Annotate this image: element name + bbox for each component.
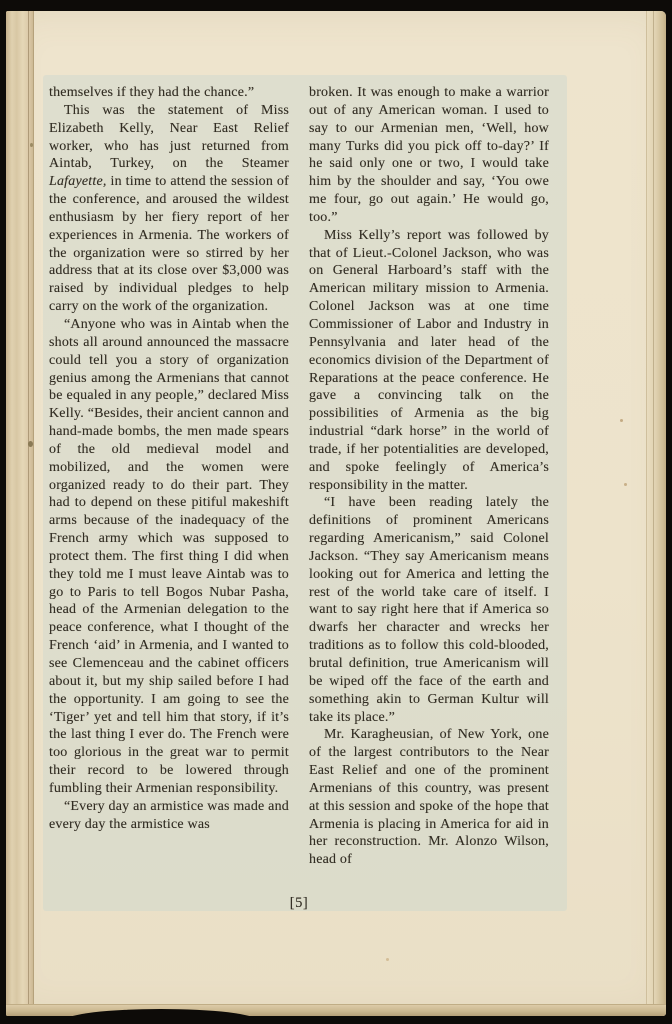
paper-speck — [28, 441, 33, 447]
text-run: in time to attend the session of the conference, and aroused the wildest enthusiasm by her fiery report of her experiences in Armenia. The workers of the organization were so stirred by her address that at its close over $3,000 was raised by individual pledges to help carry on the work of the organization. — [49, 174, 289, 315]
paragraph — [49, 102, 289, 316]
book-fore-edge — [646, 11, 666, 1016]
paper-speck — [386, 958, 389, 961]
paper-speck — [620, 419, 623, 422]
text-run: “I have been reading lately the definitions of prominent Americans regarding Americanism,” said Colonel Jackson. “They say Americanism means looking out for America and letting the rest of the world take care of itself. I want to say right here that if America so dwarfs her character and wrecks her traditions as to follow this cold-blooded, brutal definition, true Americanism will be wiped off the face of the earth and something akin to German Kultur will take its place.” — [309, 495, 549, 725]
italic-text-run: Lafayette, — [49, 174, 107, 190]
paragraph — [49, 316, 289, 798]
paragraph — [49, 84, 289, 102]
paper-speck — [624, 483, 627, 486]
text-run: Mr. Karagheusian, of New York, one of the largest contributors to the Near East Relief and one of the prominent Armenians of this country, was present at this session and spoke of the hope that Armenia is placing in America for aid in her reconstruction. Mr. Alonzo Wilson, head of — [309, 727, 549, 868]
text-run: “Anyone who was in Aintab when the shots all around announced the massacre could tell you a story of organization genius among the Armenians that cannot be equaled in any people,” declared Miss Kelly. “Besides, their ancient cannon and hand-made bombs, the men made spears of the old medieval model and mobilized, and the women were organized ready to do their part. They had to depend on these pitiful makeshift arms because of the inadequacy of the French army which was supposed to protect them. The first thing I did when they told me I must leave Aintab was to go to Paris to tell Bogos Nubar Pasha, head of the Armenian delegation to the peace conference, what I thought of the French ‘aid’ in Armenia, and I wanted to see Clemenceau and the cabinet officers about it, but my ship sailed before I had the opportunity. I am going to see the ‘Tiger’ yet and tell him that story, if it’s the last thing I ever do. The French were too glorious in the great war to permit their record to be lowered through fumbling their Armenian responsibility. — [49, 316, 289, 796]
paper-speck — [30, 143, 33, 147]
paragraph — [309, 227, 549, 495]
column-right — [309, 84, 549, 869]
paragraph — [49, 798, 289, 834]
book-page — [6, 11, 666, 1016]
text-run: “Every day an armistice was made and every day the armistice was — [49, 798, 289, 832]
book-gutter-page-edges — [6, 11, 34, 1016]
text-run: Miss Kelly’s report was followed by that of Lieut.-Colonel Jackson, who was on General Harboard’s staff with the American military mission to Armenia. Colonel Jackson was at one time Commissioner of Labor and Industry in Pennsylvania and later head of the economics division of the Department of Reparations at the peace conference. He gave a convincing talk on the possibilities of Armenia as the big industrial “dark horse” in the world of trade, if her potentialities are developed, and spoke feelingly of America’s responsibility in the matter. — [309, 227, 549, 493]
column-left — [49, 84, 289, 869]
paragraph — [309, 494, 549, 726]
text-columns — [49, 84, 549, 869]
paragraph — [309, 726, 549, 869]
text-run: This was the statement of Miss Elizabeth Kelly, Near East Relief worker, who has just returned from Aintab, Turkey, on the Steamer — [49, 102, 289, 172]
page-number: [5] — [289, 895, 309, 911]
text-run: themselves if they had the chance.” — [49, 85, 255, 100]
text-run: broken. It was enough to make a warrior out of any American woman. I used to say to our Armenian men, ‘Well, how many Turks did you pick off to-day?’ If he said only one or two, I would take him by the shoulder and say, ‘You owe me four, go out again.’ He would go, too.” — [309, 85, 549, 225]
paragraph — [309, 84, 549, 227]
